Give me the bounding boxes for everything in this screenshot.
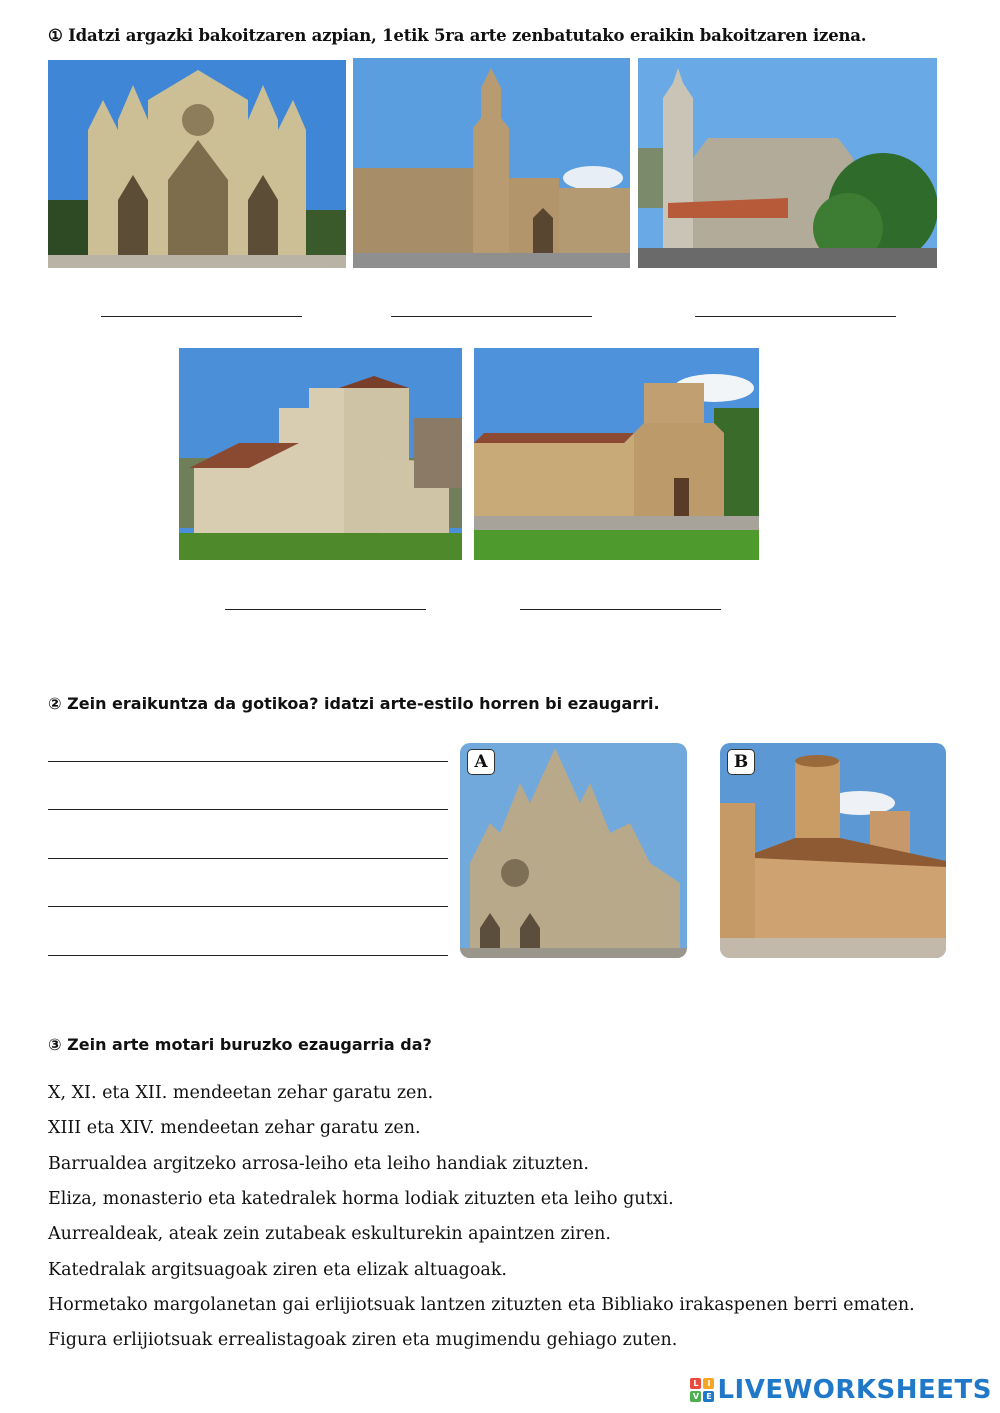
question-1-title xyxy=(48,26,866,45)
option-a-label: A xyxy=(467,749,495,775)
liveworksheets-logo xyxy=(690,1375,992,1405)
q2-answer-line-5[interactable] xyxy=(48,955,448,956)
q2-answer-line-3[interactable] xyxy=(48,858,448,859)
photo-option-a-gothic xyxy=(460,743,687,958)
question-3-text: Zein arte motari buruzko ezaugarria da? xyxy=(67,1035,432,1054)
option-b-label: B xyxy=(727,749,755,775)
statement-8: Figura erlijiotsuak errealistagoak ziren eta mugimendu gehiago zuten. xyxy=(48,1330,678,1350)
photo-gothic-church-3 xyxy=(638,58,937,268)
photo-option-b-romanesque xyxy=(720,743,946,958)
answer-line-2[interactable] xyxy=(391,316,592,317)
statement-7: Hormetako margolanetan gai erlijiotsuak lantzen zituzten eta Bibliako irakaspenen berri ematen. xyxy=(48,1295,915,1315)
statement-6: Katedralak argitsuagoak ziren eta elizak altuagoak. xyxy=(48,1260,507,1280)
question-2-title xyxy=(48,694,660,713)
question-1-text: Idatzi argazki bakoitzaren azpian, 1etik 5ra arte zenbatutako eraikin bakoitzaren izena. xyxy=(68,26,867,45)
liveworksheets-logo-text: LIVEWORKSHEETS xyxy=(717,1375,992,1405)
q2-answer-line-1[interactable] xyxy=(48,761,448,762)
question-1-number: ① xyxy=(48,26,63,45)
liveworksheets-logo-icon: L I V E xyxy=(690,1378,714,1402)
photo-cathedral-tower-2 xyxy=(353,58,630,268)
photo-gothic-cathedral-1 xyxy=(48,60,346,268)
question-2-text: Zein eraikuntza da gotikoa? idatzi arte-estilo horren bi ezaugarri. xyxy=(67,694,660,713)
question-3-number: ③ xyxy=(48,1035,62,1054)
question-3-title xyxy=(48,1035,432,1054)
question-2-number: ② xyxy=(48,694,62,713)
statement-2: XIII eta XIV. mendeetan zehar garatu zen. xyxy=(48,1118,421,1138)
q2-answer-line-4[interactable] xyxy=(48,906,448,907)
q2-answer-line-2[interactable] xyxy=(48,809,448,810)
answer-line-4[interactable] xyxy=(225,609,426,610)
statement-5: Aurrealdeak, ateak zein zutabeak eskulturekin apaintzen ziren. xyxy=(48,1224,611,1244)
statement-4: Eliza, monasterio eta katedralek horma lodiak zituzten eta leiho gutxi. xyxy=(48,1189,674,1209)
photo-romanesque-church-4 xyxy=(179,348,462,560)
answer-line-3[interactable] xyxy=(695,316,896,317)
answer-line-1[interactable] xyxy=(101,316,302,317)
photo-romanesque-church-5 xyxy=(474,348,759,560)
statement-3: Barrualdea argitzeko arrosa-leiho eta leiho handiak zituzten. xyxy=(48,1154,589,1174)
statement-1: X, XI. eta XII. mendeetan zehar garatu zen. xyxy=(48,1083,434,1103)
answer-line-5[interactable] xyxy=(520,609,721,610)
